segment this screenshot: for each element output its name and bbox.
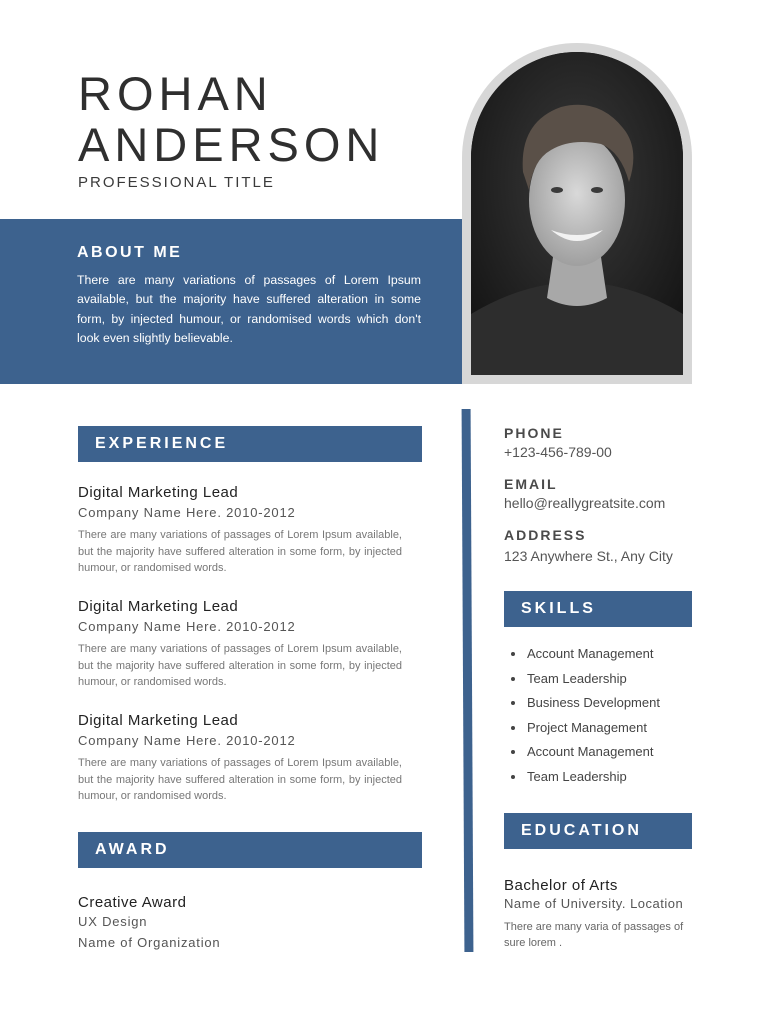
email-value: hello@reallygreatsite.com	[504, 495, 666, 511]
award-item	[78, 894, 408, 950]
about-text: There are many variations of passages of Lorem Ipsum available, but the majority have suffered alteration in some form, by injected humour, or randomised words which don't look even slightly believable.	[77, 273, 421, 345]
job-description: There are many variations of passages of Lorem Ipsum available, but the majority have suffered alteration in some form, by injected humour, or randomised words.	[78, 529, 402, 575]
experience-item	[78, 484, 402, 577]
first-name: ROHAN	[78, 67, 273, 120]
skill-item: Project Management	[511, 719, 660, 744]
job-title: Digital Marketing Lead	[78, 712, 239, 729]
education-heading: EDUCATION	[504, 813, 692, 849]
person-portrait-icon	[471, 52, 683, 375]
experience-item	[78, 598, 402, 691]
job-title: Digital Marketing Lead	[78, 598, 239, 615]
skills-heading: SKILLS	[504, 591, 692, 627]
last-name: ANDERSON	[78, 118, 385, 171]
skill-item: Team Leadership	[511, 670, 660, 695]
job-company: Company Name Here. 2010-2012	[78, 733, 296, 748]
job-description: There are many variations of passages of Lorem Ipsum available, but the majority have suffered alteration in some form, by injected humour, or randomised words.	[78, 643, 402, 689]
job-company: Company Name Here. 2010-2012	[78, 619, 296, 634]
skills-list	[511, 645, 660, 793]
skill-item: Account Management	[511, 743, 660, 768]
job-title: Digital Marketing Lead	[78, 484, 239, 501]
address-value: 123 Anywhere St., Any City	[504, 548, 673, 564]
phone-value: +123-456-789-00	[504, 444, 612, 460]
award-organization: Name of Organization	[78, 935, 221, 950]
experience-heading: EXPERIENCE	[78, 426, 422, 462]
education-school: Name of University. Location	[504, 896, 684, 911]
education-description: There are many varia of passages of sure lorem .	[504, 921, 684, 949]
award-subtitle: UX Design	[78, 914, 148, 929]
education-item	[504, 877, 694, 951]
profile-photo	[471, 52, 683, 375]
award-title: Creative Award	[78, 894, 187, 911]
skill-item: Business Development	[511, 694, 660, 719]
column-divider	[462, 409, 474, 952]
job-description: There are many variations of passages of Lorem Ipsum available, but the majority have suffered alteration in some form, by injected humour, or randomised words.	[78, 757, 402, 803]
award-heading: AWARD	[78, 832, 422, 868]
professional-title: PROFESSIONAL TITLE	[78, 174, 275, 191]
phone-label: PHONE	[504, 425, 564, 441]
about-heading: ABOUT ME	[77, 244, 183, 261]
email-label: EMAIL	[504, 476, 558, 492]
job-company: Company Name Here. 2010-2012	[78, 505, 296, 520]
skill-item: Team Leadership	[511, 768, 660, 793]
experience-item	[78, 712, 402, 805]
address-label: ADDRESS	[504, 527, 587, 543]
education-degree: Bachelor of Arts	[504, 877, 618, 894]
skill-item: Account Management	[511, 645, 660, 670]
